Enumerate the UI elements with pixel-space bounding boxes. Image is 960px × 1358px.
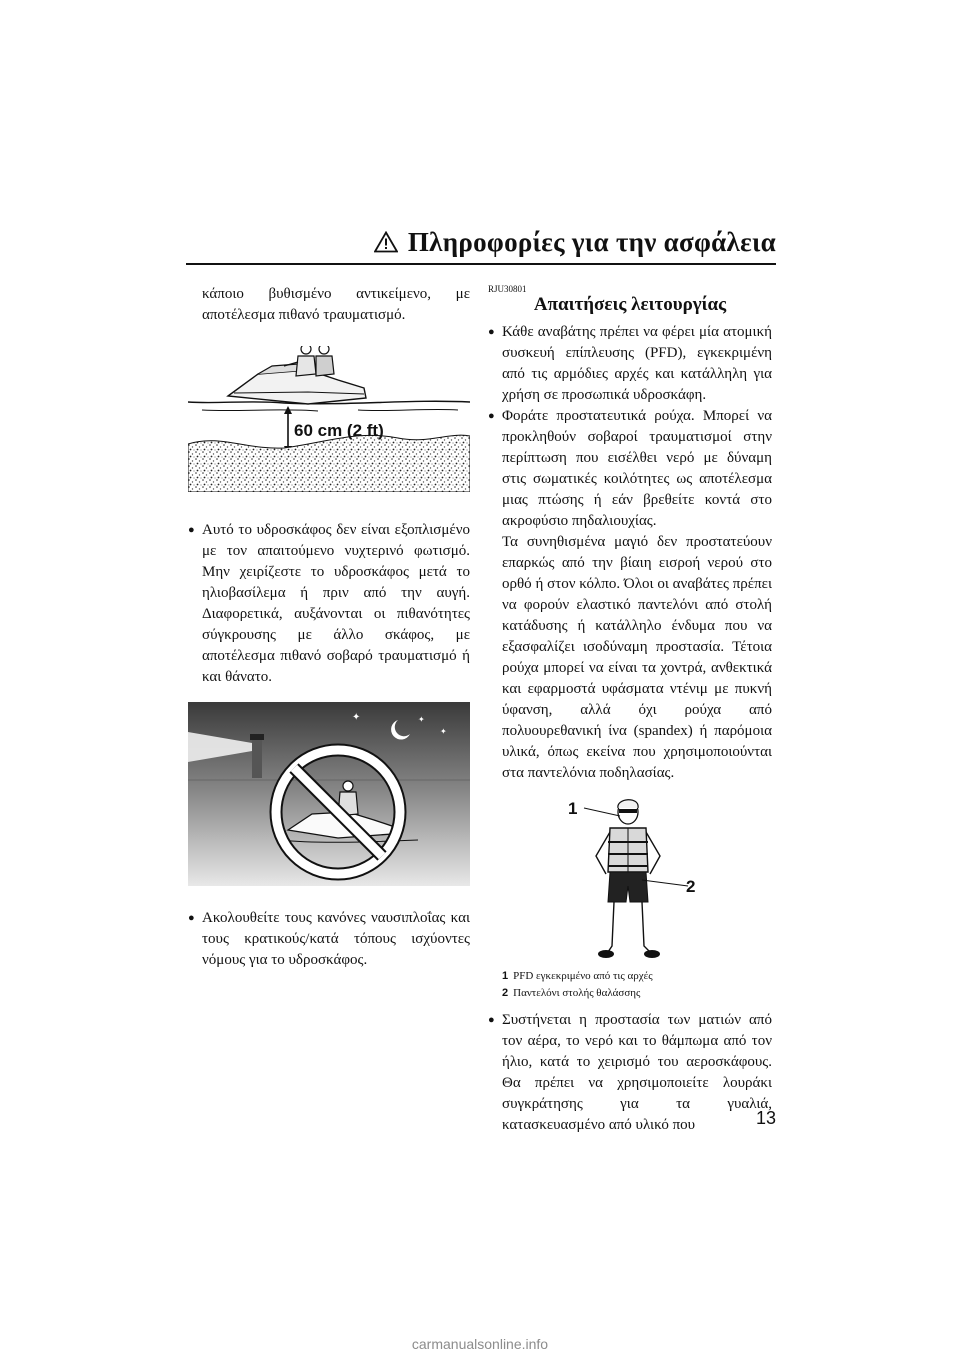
depth-label: 60 cm (2 ft)	[294, 421, 384, 440]
night-operation-bullet: ● Αυτό το υδροσκάφος δεν είναι εξοπλισμένο με τον απαιτούμενο νυχτερινό φωτισμό. Μην χειρίζεστε το υδροσκάφος μετά το ηλιοβασίλεμα ή πριν από την αυγή. Διαφορετικά, αυξάνονται οι πιθανότητες σύγκρουσης με άλλο σκάφος, με αποτέλεσμα πιθανό σοβαρό τραυματισμό ή και θάνατο.	[188, 520, 470, 688]
jetski-depth-illustration	[188, 346, 470, 492]
header-title: Πληροφορίες για την ασφάλεια	[407, 226, 776, 257]
svg-text:✦: ✦	[352, 712, 361, 723]
figure-label-1: 1	[568, 799, 578, 818]
section-code: RJU30801	[488, 284, 527, 294]
no-night-riding-illustration	[188, 702, 470, 886]
intro-text: κάποιο βυθισμένο αντικείμενο, με αποτέλεσμα πιθανό τραυματισμό.	[202, 286, 470, 323]
right-column	[488, 282, 772, 1136]
protective-clothing-continued: Τα συνηθισμένα μαγιό δεν προστατεύουν επαρκώς από την βίαιη εισροή νερού στο ορθό ή στον κόλπο. Όλοι οι αναβάτες πρέπει να φορούν ελαστικό παντελόνι από στολή κατάδυσης ή κατάλληλο ένδυμα που να εξασφαλίζει ισοδύναμη προστασία. Τέτοια ρούχα μπορεί να είναι τα χοντρά, ανθεκτικά και εφαρμοστά υφάσματα ντένιμ με πυκνή ύφανση, αλλά όχι ρούχα από πολυουρεθανική ίνα (spandex) ή παρόμοια υλικά, όπως εκείνα που χρησιμοποιούνται στα παντελόνια ποδηλασίας.	[502, 534, 772, 781]
watermark: carmanualsonline.info	[411, 1336, 549, 1352]
eye-protection-bullet: ● Συστήνεται η προστασία των ματιών από τον αέρα, το νερό και το θάμπωμα από τον ήλιο, κατά το χειρισμό του αεροσκάφους. Θα πρέπει να χρησιμοποιείτε λουράκι συγκράτησης για τα γυαλιά, κατασκευασμένο από υλικό που	[488, 1010, 772, 1136]
caption-number-2: 2	[502, 987, 509, 999]
protective-clothing-bullet: ● Φοράτε προστατευτικά ρούχα. Μπορεί να προκληθούν σοβαροί τραυματισμοί στην περίπτωση που εισέλθει νερό με δύναμη στις σωματικές κοιλότητες ως αποτέλεσμα μιας πτώσης ή εάν βρεθείτε κοντά στο ακροφύσιο πηδαλιουχίας.	[488, 406, 772, 532]
caption-number-1: 1	[502, 970, 509, 982]
section-title: Απαιτήσεις λειτουργίας	[533, 294, 727, 315]
left-column	[188, 284, 470, 971]
figure-label-2: 2	[686, 877, 696, 896]
navigation-rules-bullet: ● Ακολουθείτε τους κανόνες ναυσιπλοΐας και τους κρατικούς/κατά τόπους ισχύοντες νόμους για το υδροσκάφος.	[188, 908, 470, 971]
svg-text:✦: ✦	[440, 727, 447, 736]
page-number: 13	[755, 1108, 776, 1128]
caption-text-2: Παντελόνι στολής θαλάσσης	[513, 987, 641, 999]
warning-triangle-icon	[374, 231, 398, 253]
caption-text-1: PFD εγκεκριμένο από τις αρχές	[513, 970, 653, 982]
pfd-bullet: ● Κάθε αναβάτης πρέπει να φέρει μία ατομική συσκευή επίπλευσης (PFD), εγκεκριμένη από τις αρμόδιες αρχές και κατάλληλη για χρήση σε προσωπικά υδροσκάφη.	[488, 322, 772, 406]
figure-caption-1	[488, 968, 772, 985]
page-header	[186, 222, 776, 262]
figure-caption-2	[488, 985, 772, 1002]
svg-text:✦: ✦	[418, 715, 425, 724]
rider-with-pfd-illustration	[488, 794, 772, 962]
header-rule	[186, 263, 776, 265]
